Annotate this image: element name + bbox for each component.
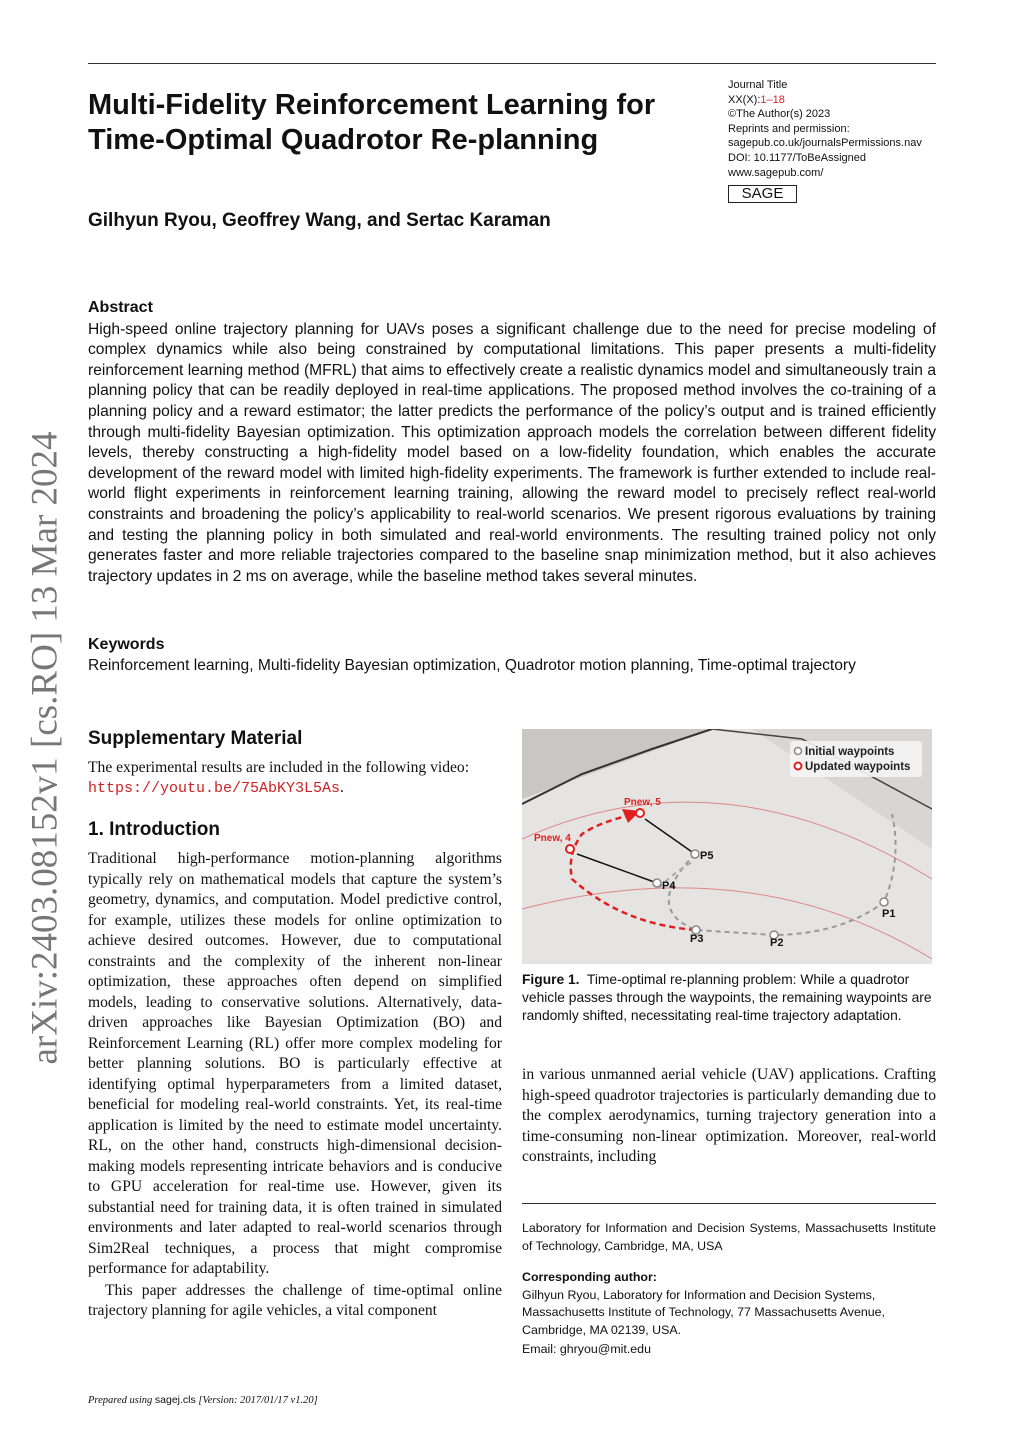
paper-title: Multi-Fidelity Reinforcement Learning for Time-Optimal Quadrotor Re-planning (88, 89, 656, 156)
left-column (88, 729, 502, 1322)
label-pnew4: Pnew, 4 (534, 833, 571, 844)
footer-version: [Version: 2017/01/17 v1.20] (195, 1395, 318, 1406)
legend-updated: Updated waypoints (805, 761, 911, 773)
introduction-heading: 1. Introduction (88, 818, 220, 840)
abstract-text: High-speed online trajectory planning for UAVs poses a significant challenge due to the need for precise modeling of complex dynamics while also being constrained by computational limitations. This paper presents a multi-fidelity reinforcement learning method (MFRL) that aims to effectively create a realistic dynamics model and simultaneously train a planning policy that can be readily deployed in real-time applications. The proposed method involves the co-training of a planning policy and a reward estimator; the latter predicts the performance of the policy’s output and is trained efficiently through multi-fidelity Bayesian optimization. This optimization approach models the correlation between different fidelity levels, thereby constructing a high-fidelity model based on a low-fidelity foundation, which enables the accurate development of the reward model with limited high-fidelity experiments. The framework is further extended to include real-world flight experiments in reinforcement learning training, allowing the reward model to precisely reflect real-world constraints and broadening the policy’s applicability to real-world scenarios. We present rigorous evaluations by training and testing the planning policy in both simulated and real-world environments. The resulting trained policy not only generates faster and more reliable trajectories compared to the baseline snap minimization method, but it also achieves trajectory updates in 2 ms on average, while the baseline method takes several minutes. (88, 320, 936, 585)
intro-paragraph-2: This paper addresses the challenge of time-optimal online trajectory planning for agile vehicles, a vital component (88, 1281, 502, 1319)
period: . (340, 779, 344, 796)
caption-label: Figure 1. (522, 972, 580, 987)
sage-logo: SAGE (728, 185, 797, 203)
footer (88, 1394, 318, 1406)
journal-pages[interactable]: 1–18 (760, 93, 785, 106)
footer-prefix: Prepared using (88, 1395, 155, 1406)
journal-meta (728, 78, 922, 180)
keywords (88, 634, 936, 676)
corresponding-author (522, 1269, 936, 1359)
label-pnew5: Pnew, 5 (624, 797, 661, 808)
legend-initial: Initial waypoints (805, 746, 895, 758)
permissions-link[interactable]: sagepub.co.uk/journalsPermissions.nav (728, 137, 922, 150)
authors: Gilhyun Ryou, Geoffrey Wang, and Sertac Karaman (88, 210, 551, 231)
label-p4: P4 (662, 880, 676, 892)
figure-1-image (522, 729, 932, 964)
footnote-rule (522, 1203, 936, 1204)
journal-title: Journal Title (728, 79, 788, 91)
video-link[interactable]: https://youtu.be/75AbKY3L5As (88, 780, 341, 797)
supplementary-heading: Supplementary Material (88, 728, 303, 749)
supplementary-body: The experimental results are included in the following video: (88, 758, 470, 776)
supplementary-text (88, 758, 502, 800)
website-link[interactable]: www.sagepub.com/ (728, 166, 824, 179)
header-rule (88, 63, 936, 64)
right-column-text: in various unmanned aerial vehicle (UAV) applications. Crafting high-speed quadrotor trajectories is particularly demanding due to the complex aerodynamics, turning trajectory generation into a time-consuming non-linear optimization. Moreover, real-world constraints, including (522, 1066, 936, 1165)
footer-cls: sagej.cls (154, 1394, 196, 1406)
abstract-heading: Abstract (88, 299, 153, 316)
keywords-heading: Keywords (88, 636, 165, 653)
keywords-text: Reinforcement learning, Multi-fidelity Bayesian optimization, Quadrotor motion planning, Time-optimal trajectory (88, 657, 856, 674)
doi: DOI: 10.1177/ToBeAssigned (728, 151, 866, 164)
abstract (88, 299, 936, 587)
intro-paragraph-1: Traditional high-performance motion-planning algorithms typically rely on mathematical models that capture the system’s geometry, dynamics, and computation. Model predictive control, for example, utilizes these models for online optimization to achieve desired outcomes. However, due to computational constraints and the complexity of the inherent non-linear optimization, these approaches often depend on simplified models, leading to conservative solutions. Alternatively, data-driven approaches like Bayesian Optimization (BO) and Reinforcement Learning (RL) offer more complex modeling for better planning solutions. BO is particularly effective at identifying optimal hyperparameters from a limited dataset, beneficial for modeling real-world constraints. Yet, its real-time application is limited by the need to estimate model uncertainty. RL, on the other hand, constructs high-dimensional decision-making models representing intricate behaviors and is conducive to GPU acceleration for real-time use. However, given its substantial need for training data, it is often trained in simulated environments and later adapted to real-world scenarios through Sim2Real techniques, a process that might compromise performance for adaptability. (88, 850, 502, 1277)
label-p3: P3 (690, 933, 704, 945)
figure-1-caption (522, 971, 936, 1025)
label-p5: P5 (700, 850, 714, 862)
copyright: ©The Author(s) 2023 (728, 108, 831, 121)
reprints: Reprints and permission: (728, 122, 850, 135)
arxiv-stamp: arXiv:2403.08152v1 [cs.RO] 13 Mar 2024 (24, 431, 66, 1065)
email[interactable]: Email: ghryou@mit.edu (522, 1342, 651, 1356)
label-p1: P1 (882, 908, 896, 920)
affiliation: Laboratory for Information and Decision Systems, Massachusetts Institute of Technology, Cambridge, MA, USA (522, 1221, 936, 1253)
caption-text: Time-optimal re-planning problem: While a quadrotor vehicle passes through the waypoints, the remaining waypoints are randomly shifted, necessitating real-time trajectory adaptation. (522, 972, 932, 1023)
corresponding-text: Gilhyun Ryou, Laboratory for Information and Decision Systems, Massachusetts Institute of Technology, 77 Massachusetts Avenue, Cambridge, MA 02139, USA. (522, 1287, 885, 1337)
label-p2: P2 (770, 937, 784, 949)
corresponding-heading: Corresponding author: (522, 1270, 657, 1284)
journal-volume: XX(X): (728, 93, 761, 106)
